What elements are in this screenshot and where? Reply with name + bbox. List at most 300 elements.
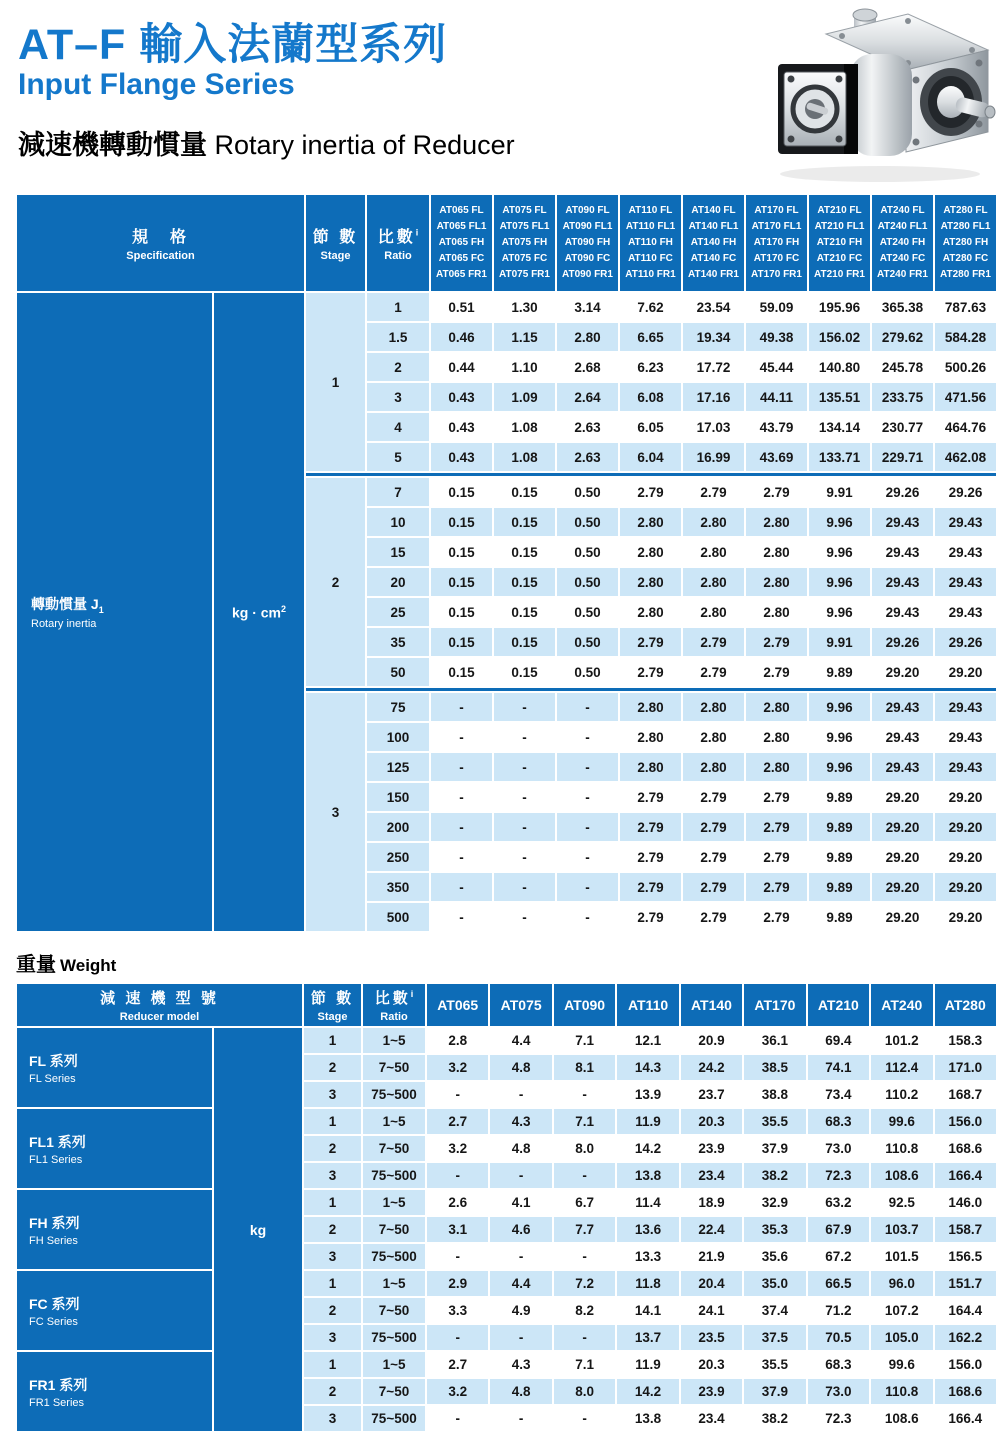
ratio-cell: 1 xyxy=(367,293,429,321)
model-variant-label: AT075 FL1 xyxy=(499,220,550,232)
value-cell: 4.6 xyxy=(490,1217,551,1242)
spec-header-zh: 規 格 xyxy=(131,229,189,246)
value-cell: 2.80 xyxy=(620,723,681,751)
value-cell: 108.6 xyxy=(871,1163,932,1188)
ratio-header-zh-text: 比數 xyxy=(377,229,416,246)
stage-header-cell xyxy=(306,195,365,291)
value-cell: 279.62 xyxy=(872,323,933,351)
value-cell: 168.7 xyxy=(935,1082,996,1107)
gearbox-illustration xyxy=(758,6,996,186)
value-cell: 110.8 xyxy=(871,1136,932,1161)
weight-model-header: AT090 xyxy=(554,984,615,1026)
value-cell: 23.9 xyxy=(681,1379,742,1404)
value-cell: 13.6 xyxy=(617,1217,678,1242)
value-cell: 2.79 xyxy=(620,628,681,656)
ratio-cell: 2 xyxy=(367,353,429,381)
value-cell: 166.4 xyxy=(935,1406,996,1431)
value-cell: 107.2 xyxy=(871,1298,932,1323)
series-name-zh: FL 系列 xyxy=(29,1052,78,1069)
model-column-header xyxy=(620,195,681,291)
value-cell: 59.09 xyxy=(746,293,807,321)
model-variant-label: AT140 FR1 xyxy=(688,269,739,281)
value-cell: 0.50 xyxy=(557,568,618,596)
value-cell: 2.79 xyxy=(746,628,807,656)
weight-model-header: AT210 xyxy=(808,984,869,1026)
ratio-cell: 7 xyxy=(367,478,429,506)
value-cell: 29.20 xyxy=(872,873,933,901)
value-cell: 29.20 xyxy=(935,843,996,871)
value-cell: 11.9 xyxy=(617,1352,678,1377)
value-cell: 23.7 xyxy=(681,1082,742,1107)
value-cell: 2.80 xyxy=(620,598,681,626)
value-cell: 68.3 xyxy=(808,1109,869,1134)
value-cell: 14.2 xyxy=(617,1136,678,1161)
weight-model-header: AT240 xyxy=(871,984,932,1026)
weight-row xyxy=(17,1271,996,1296)
value-cell: 29.20 xyxy=(935,813,996,841)
value-cell: 29.20 xyxy=(935,903,996,931)
value-cell: 7.7 xyxy=(554,1217,615,1242)
value-cell: 230.77 xyxy=(872,413,933,441)
model-variant-label: AT210 FL1 xyxy=(814,220,865,232)
value-cell: 43.69 xyxy=(746,443,807,471)
product-image-gearbox xyxy=(758,6,996,186)
value-cell: 6.65 xyxy=(620,323,681,351)
ratio-cell: 75~500 xyxy=(363,1406,425,1431)
value-cell: 2.80 xyxy=(557,323,618,351)
value-cell: 36.1 xyxy=(744,1028,805,1053)
model-variant-label: AT210 FH xyxy=(816,236,863,248)
reducer-model-header-zh: 減 速 機 型 號 xyxy=(100,990,219,1007)
value-cell: 9.96 xyxy=(809,508,870,536)
value-cell: 2.80 xyxy=(683,598,744,626)
value-cell: 166.4 xyxy=(935,1163,996,1188)
ratio-cell: 1~5 xyxy=(363,1109,425,1134)
ratio-cell: 100 xyxy=(367,723,429,751)
value-cell: 35.5 xyxy=(744,1109,805,1134)
model-variant-label: AT110 FL xyxy=(628,204,673,216)
value-cell: 7.1 xyxy=(554,1352,615,1377)
value-cell: 37.9 xyxy=(744,1379,805,1404)
series-label-cell xyxy=(17,1109,212,1188)
value-cell: 2.80 xyxy=(746,753,807,781)
value-cell: 2.68 xyxy=(557,353,618,381)
value-cell: - xyxy=(554,1163,615,1188)
value-cell: 32.9 xyxy=(744,1190,805,1215)
stage-separator-line xyxy=(306,688,996,691)
value-cell: 66.5 xyxy=(808,1271,869,1296)
stage-cell: 2 xyxy=(304,1379,361,1404)
model-variant-label: AT140 FC xyxy=(690,253,737,265)
model-variant-label: AT240 FC xyxy=(879,253,926,265)
value-cell: 43.79 xyxy=(746,413,807,441)
value-cell: - xyxy=(431,903,492,931)
weight-model-header: AT065 xyxy=(427,984,488,1026)
model-variant-label: AT240 FH xyxy=(879,236,926,248)
value-cell: 29.26 xyxy=(872,478,933,506)
value-cell: 0.50 xyxy=(557,628,618,656)
model-variant-label: AT075 FH xyxy=(501,236,548,248)
value-cell: 3.14 xyxy=(557,293,618,321)
page-header xyxy=(18,22,748,162)
model-variant-label: AT075 FL xyxy=(502,204,547,216)
value-cell: 2.79 xyxy=(620,843,681,871)
value-cell: 0.15 xyxy=(494,658,555,686)
ratio-cell: 3 xyxy=(367,383,429,411)
ratio-cell: 1.5 xyxy=(367,323,429,351)
model-variant-label: AT065 FC xyxy=(438,253,485,265)
value-cell: 101.5 xyxy=(871,1244,932,1269)
value-cell: - xyxy=(494,783,555,811)
value-cell: 44.11 xyxy=(746,383,807,411)
weight-title-zh: 重量 xyxy=(16,954,56,976)
ratio-cell: 150 xyxy=(367,783,429,811)
value-cell: 9.89 xyxy=(809,813,870,841)
series-label-cell xyxy=(17,1190,212,1269)
value-cell: 0.15 xyxy=(494,598,555,626)
model-variant-label: AT075 FR1 xyxy=(499,269,550,281)
value-cell: 29.43 xyxy=(935,508,996,536)
ratio-header-zh xyxy=(363,987,425,1008)
stage-cell: 1 xyxy=(304,1352,361,1377)
weight-row xyxy=(17,1028,996,1053)
value-cell: - xyxy=(431,873,492,901)
ratio-cell: 5 xyxy=(367,443,429,471)
value-cell: 1.09 xyxy=(494,383,555,411)
value-cell: 29.43 xyxy=(935,568,996,596)
value-cell: 70.5 xyxy=(808,1325,869,1350)
value-cell: 18.9 xyxy=(681,1190,742,1215)
series-name-en: FH Series xyxy=(29,1234,78,1247)
value-cell: - xyxy=(431,693,492,721)
model-variant-label: AT280 FC xyxy=(942,253,989,265)
stage-header-zh: 節 數 xyxy=(312,229,359,246)
stage-cell: 2 xyxy=(304,1298,361,1323)
stage-header-en: Stage xyxy=(317,1011,348,1023)
value-cell: 0.50 xyxy=(557,658,618,686)
value-cell: 195.96 xyxy=(809,293,870,321)
value-cell: - xyxy=(490,1082,551,1107)
value-cell: 787.63 xyxy=(935,293,996,321)
value-cell: 45.44 xyxy=(746,353,807,381)
stage-cell: 1 xyxy=(304,1271,361,1296)
value-cell: 96.0 xyxy=(871,1271,932,1296)
value-cell: 110.2 xyxy=(871,1082,932,1107)
value-cell: 29.20 xyxy=(872,813,933,841)
value-cell: 11.4 xyxy=(617,1190,678,1215)
value-cell: 13.8 xyxy=(617,1406,678,1431)
value-cell: 2.80 xyxy=(746,538,807,566)
ratio-header-sup: i xyxy=(410,989,414,999)
value-cell: - xyxy=(554,1325,615,1350)
value-cell: - xyxy=(554,1082,615,1107)
value-cell: 464.76 xyxy=(935,413,996,441)
ratio-cell: 1~5 xyxy=(363,1352,425,1377)
value-cell: 0.43 xyxy=(431,413,492,441)
value-cell: 29.43 xyxy=(872,508,933,536)
value-cell: 4.1 xyxy=(490,1190,551,1215)
value-cell: 37.4 xyxy=(744,1298,805,1323)
ratio-header-cell xyxy=(367,195,429,291)
value-cell: 14.3 xyxy=(617,1055,678,1080)
value-cell: 0.15 xyxy=(494,568,555,596)
model-variant-label: AT090 FL1 xyxy=(562,220,613,232)
ratio-cell: 7~50 xyxy=(363,1136,425,1161)
row-label-en: Rotary inertia xyxy=(31,617,97,630)
weight-row xyxy=(17,1109,996,1134)
rotary-inertia-label-cell xyxy=(17,293,212,931)
weight-section-title xyxy=(16,948,116,977)
value-cell: 2.80 xyxy=(683,753,744,781)
value-cell: 229.71 xyxy=(872,443,933,471)
stage-cell: 3 xyxy=(304,1244,361,1269)
weight-unit-cell: kg xyxy=(214,1028,302,1431)
model-variant-label: AT170 FH xyxy=(753,236,800,248)
value-cell: - xyxy=(494,753,555,781)
weight-model-header: AT170 xyxy=(744,984,805,1026)
value-cell: 29.20 xyxy=(872,903,933,931)
weight-title-en: Weight xyxy=(60,956,117,975)
value-cell: 2.80 xyxy=(620,508,681,536)
value-cell: 24.1 xyxy=(681,1298,742,1323)
value-cell: 9.89 xyxy=(809,658,870,686)
series-label-cell xyxy=(17,1028,212,1107)
model-variant-label: AT065 FR1 xyxy=(436,269,487,281)
model-variant-label: AT090 FC xyxy=(564,253,611,265)
value-cell: 2.80 xyxy=(620,693,681,721)
value-cell: - xyxy=(490,1163,551,1188)
value-cell: 0.43 xyxy=(431,443,492,471)
value-cell: 8.1 xyxy=(554,1055,615,1080)
inertia-table xyxy=(15,193,998,933)
value-cell: 2.80 xyxy=(683,723,744,751)
value-cell: 8.2 xyxy=(554,1298,615,1323)
spec-header-cell xyxy=(17,195,304,291)
value-cell: 0.15 xyxy=(431,628,492,656)
value-cell: - xyxy=(427,1082,488,1107)
value-cell: - xyxy=(494,723,555,751)
value-cell: 471.56 xyxy=(935,383,996,411)
value-cell: 1.08 xyxy=(494,443,555,471)
value-cell: 2.79 xyxy=(683,843,744,871)
stage-cell: 3 xyxy=(304,1325,361,1350)
value-cell: 9.96 xyxy=(809,723,870,751)
value-cell: 29.26 xyxy=(872,628,933,656)
value-cell: 4.8 xyxy=(490,1136,551,1161)
value-cell: 23.5 xyxy=(681,1325,742,1350)
value-cell: - xyxy=(494,903,555,931)
value-cell: 0.50 xyxy=(557,598,618,626)
model-column-header xyxy=(683,195,744,291)
value-cell: 20.9 xyxy=(681,1028,742,1053)
value-cell: 2.80 xyxy=(683,693,744,721)
value-cell: 0.50 xyxy=(557,538,618,566)
value-cell: - xyxy=(557,903,618,931)
value-cell: 0.50 xyxy=(557,478,618,506)
value-cell: 38.8 xyxy=(744,1082,805,1107)
value-cell: 2.79 xyxy=(620,658,681,686)
value-cell: 9.91 xyxy=(809,628,870,656)
value-cell: 29.20 xyxy=(872,783,933,811)
value-cell: 2.80 xyxy=(683,508,744,536)
value-cell: 133.71 xyxy=(809,443,870,471)
ratio-cell: 350 xyxy=(367,873,429,901)
value-cell: 4.4 xyxy=(490,1028,551,1053)
value-cell: 29.20 xyxy=(935,873,996,901)
ratio-header-en: Ratio xyxy=(384,250,412,262)
value-cell: 2.63 xyxy=(557,443,618,471)
section-title-en: Rotary inertia of Reducer xyxy=(214,129,515,160)
value-cell: 500.26 xyxy=(935,353,996,381)
value-cell: 20.4 xyxy=(681,1271,742,1296)
value-cell: - xyxy=(557,813,618,841)
model-variant-label: AT240 FL1 xyxy=(877,220,928,232)
inertia-row xyxy=(17,293,996,321)
value-cell: 2.79 xyxy=(620,813,681,841)
value-cell: 29.20 xyxy=(872,658,933,686)
row-label-sub: 1 xyxy=(98,604,104,615)
value-cell: 9.96 xyxy=(809,568,870,596)
model-variant-label: AT210 FC xyxy=(816,253,863,265)
value-cell: 7.2 xyxy=(554,1271,615,1296)
section-title-rotary-inertia xyxy=(18,123,748,162)
stage-cell: 1 xyxy=(306,293,365,471)
ratio-cell: 500 xyxy=(367,903,429,931)
value-cell: 6.08 xyxy=(620,383,681,411)
value-cell: 2.79 xyxy=(620,903,681,931)
value-cell: 14.1 xyxy=(617,1298,678,1323)
value-cell: 140.80 xyxy=(809,353,870,381)
value-cell: 35.5 xyxy=(744,1352,805,1377)
value-cell: 14.2 xyxy=(617,1379,678,1404)
value-cell: 24.2 xyxy=(681,1055,742,1080)
value-cell: 35.6 xyxy=(744,1244,805,1269)
unit-sup: 2 xyxy=(281,603,287,614)
value-cell: 13.8 xyxy=(617,1163,678,1188)
value-cell: 1.10 xyxy=(494,353,555,381)
value-cell: 29.43 xyxy=(872,538,933,566)
value-cell: 2.9 xyxy=(427,1271,488,1296)
value-cell: 68.3 xyxy=(808,1352,869,1377)
ratio-cell: 75~500 xyxy=(363,1082,425,1107)
value-cell: 2.7 xyxy=(427,1109,488,1134)
value-cell: 0.15 xyxy=(431,568,492,596)
value-cell: 2.79 xyxy=(746,813,807,841)
row-label-zh-text: 轉動慣量 J xyxy=(31,596,99,613)
stage-cell: 1 xyxy=(304,1028,361,1053)
value-cell: - xyxy=(554,1244,615,1269)
stage-cell: 1 xyxy=(304,1109,361,1134)
spec-header-en: Specification xyxy=(126,250,195,262)
value-cell: 110.8 xyxy=(871,1379,932,1404)
value-cell: 37.9 xyxy=(744,1136,805,1161)
value-cell: 2.80 xyxy=(620,568,681,596)
ratio-header-zh-text: 比數 xyxy=(374,990,411,1007)
value-cell: - xyxy=(490,1325,551,1350)
value-cell: - xyxy=(431,753,492,781)
model-variant-label: AT065 FH xyxy=(438,236,485,248)
weight-header-row xyxy=(17,984,996,1026)
stage-cell: 2 xyxy=(306,478,365,686)
series-name-zh: FH 系列 xyxy=(29,1214,80,1231)
value-cell: - xyxy=(557,693,618,721)
value-cell: 23.4 xyxy=(681,1163,742,1188)
model-variant-label: AT110 FL1 xyxy=(625,220,676,232)
value-cell: 156.5 xyxy=(935,1244,996,1269)
value-cell: 20.3 xyxy=(681,1352,742,1377)
weight-row xyxy=(17,1352,996,1377)
model-variant-label: AT065 FL xyxy=(439,204,484,216)
value-cell: 29.43 xyxy=(935,753,996,781)
value-cell: 3.2 xyxy=(427,1136,488,1161)
series-name-zh: FL1 系列 xyxy=(29,1133,86,1150)
value-cell: 3.2 xyxy=(427,1379,488,1404)
series-label-cell xyxy=(17,1352,212,1431)
model-variant-label: AT240 FR1 xyxy=(877,269,928,281)
value-cell: 23.4 xyxy=(681,1406,742,1431)
value-cell: 29.43 xyxy=(872,723,933,751)
value-cell: - xyxy=(557,783,618,811)
ratio-cell: 7~50 xyxy=(363,1379,425,1404)
value-cell: 103.7 xyxy=(871,1217,932,1242)
value-cell: - xyxy=(557,723,618,751)
series-name-en: FC Series xyxy=(29,1315,78,1328)
model-variant-label: AT110 FC xyxy=(628,253,673,265)
unit-base: kg · cm xyxy=(231,604,281,621)
value-cell: - xyxy=(490,1244,551,1269)
weight-table xyxy=(15,982,998,1433)
value-cell: 2.6 xyxy=(427,1190,488,1215)
value-cell: 29.26 xyxy=(935,628,996,656)
value-cell: 29.43 xyxy=(935,598,996,626)
value-cell: 71.2 xyxy=(808,1298,869,1323)
value-cell: 9.96 xyxy=(809,753,870,781)
model-variant-label: AT140 FL1 xyxy=(688,220,739,232)
model-variant-label: AT140 FL xyxy=(691,204,736,216)
model-variant-label: AT075 FC xyxy=(501,253,548,265)
value-cell: 9.89 xyxy=(809,783,870,811)
reducer-model-header-en: Reducer model xyxy=(119,1011,200,1023)
value-cell: 108.6 xyxy=(871,1406,932,1431)
value-cell: - xyxy=(431,843,492,871)
stage-cell: 1 xyxy=(304,1190,361,1215)
ratio-cell: 4 xyxy=(367,413,429,441)
stage-cell: 3 xyxy=(304,1406,361,1431)
value-cell: 13.7 xyxy=(617,1325,678,1350)
value-cell: 9.96 xyxy=(809,598,870,626)
ratio-cell: 1~5 xyxy=(363,1190,425,1215)
value-cell: 29.43 xyxy=(872,753,933,781)
series-name-en: FR1 Series xyxy=(29,1396,85,1409)
value-cell: 9.89 xyxy=(809,903,870,931)
value-cell: 6.7 xyxy=(554,1190,615,1215)
value-cell: 156.0 xyxy=(935,1109,996,1134)
value-cell: 2.80 xyxy=(746,508,807,536)
value-cell: 6.04 xyxy=(620,443,681,471)
value-cell: 3.3 xyxy=(427,1298,488,1323)
value-cell: 4.4 xyxy=(490,1271,551,1296)
value-cell: 37.5 xyxy=(744,1325,805,1350)
value-cell: 4.8 xyxy=(490,1379,551,1404)
value-cell: 2.79 xyxy=(746,783,807,811)
ratio-cell: 10 xyxy=(367,508,429,536)
value-cell: 29.43 xyxy=(872,693,933,721)
value-cell: 156.0 xyxy=(935,1352,996,1377)
value-cell: 462.08 xyxy=(935,443,996,471)
ratio-cell: 15 xyxy=(367,538,429,566)
value-cell: 74.1 xyxy=(808,1055,869,1080)
model-variant-label: AT090 FH xyxy=(564,236,611,248)
